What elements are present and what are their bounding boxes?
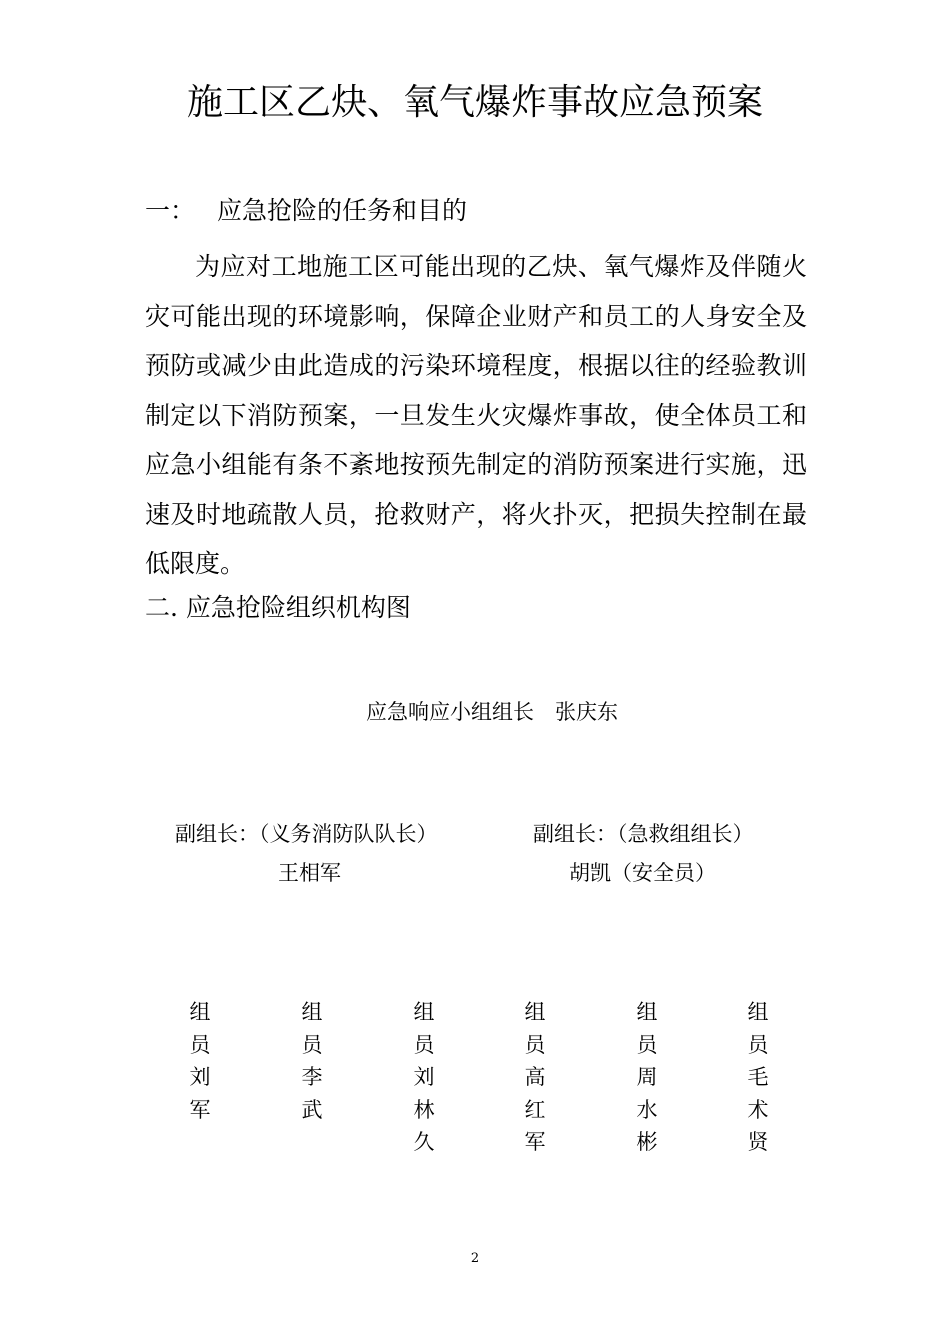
section-1-heading-text: 应急抢险的任务和目的 (217, 196, 468, 225)
team-leader: 应急响应小组组长 张庆东 (366, 700, 618, 724)
member-label: 组员 (747, 1000, 769, 1057)
member-6 (746, 996, 770, 1159)
section-2-heading: 二. 应急抢险组织机构图 (145, 593, 411, 622)
member-label: 组员 (301, 1000, 323, 1057)
vice-leader-1-title: 副组长：（义务消防队队长） (175, 822, 438, 846)
member-name: 周水彬 (636, 1065, 658, 1154)
vice-leader-2-title: 副组长：（急救组组长） (533, 822, 754, 846)
member-label: 组员 (189, 1000, 211, 1057)
member-name: 毛术贤 (747, 1065, 769, 1154)
section-1-paragraph: 为应对工地施工区可能出现的乙炔、氧气爆炸及伴随火灾可能出现的环境影响，保障企业财产和员工的人身安全及预防或减少由此造成的污染环境程度，根据以往的经验教训制定以下消防预案，一旦发生火灾爆炸事故，使全体员工和应急小组能有条不紊地按预先制定的消防预案进行实施，迅速及时地疏散人员，抢救财产，将火扑灭，把损失控制在最低限度。 (145, 252, 807, 578)
member-name: 刘林久 (413, 1065, 435, 1154)
member-3 (412, 996, 436, 1159)
member-label: 组员 (413, 1000, 435, 1057)
vice-leader-1-name: 王相军 (278, 861, 341, 885)
section-1-number: 一： (145, 196, 196, 225)
member-label: 组员 (524, 1000, 546, 1057)
page-number: 2 (470, 1251, 480, 1266)
member-name: 刘军 (189, 1065, 211, 1122)
member-name: 高红军 (524, 1065, 546, 1154)
member-4 (523, 996, 547, 1159)
member-1 (188, 996, 212, 1126)
member-label: 组员 (636, 1000, 658, 1057)
member-5 (635, 996, 659, 1159)
vice-leader-2-name: 胡凯（安全员） (569, 861, 716, 885)
member-2 (300, 996, 324, 1126)
page-title: 施工区乙炔、氧气爆炸事故应急预案 (186, 82, 763, 123)
member-name: 李武 (301, 1065, 323, 1122)
section-1-heading (145, 193, 467, 229)
